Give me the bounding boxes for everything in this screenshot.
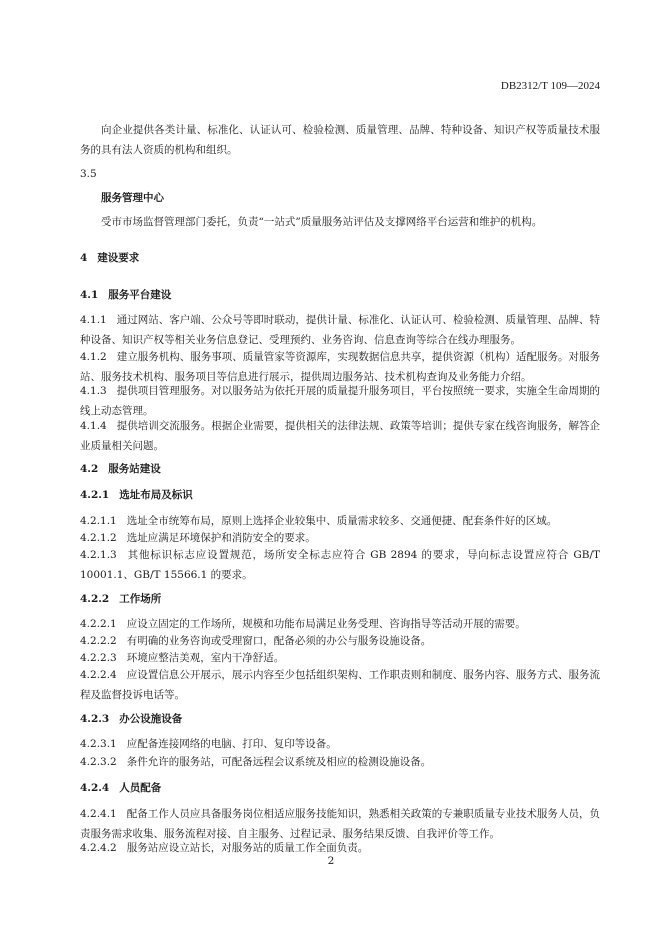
clause-4-2-2-4 (80, 665, 600, 705)
section-number: 4.2.1 (80, 489, 110, 501)
definition-text: 受市市场监督管理部门委托，负责“一站式”质量服务站评估及支撑网络平台运营和维护的机构。 (101, 216, 543, 228)
section-number: 4.2.3 (80, 713, 110, 725)
clause-text: 通过网站、客户端、公众号等即时联动，提供计量、标准化、认证认可、检验检测、质量管理、品牌、特种设备、知识产权等相关业务信息登记、受理预约、业务咨询、信息查询等综合在线办理服务。 (80, 314, 600, 346)
clause-number: 4.2.1.1 (80, 515, 117, 527)
section-3-5 (80, 164, 600, 184)
clause-number: 4.2.2.4 (80, 669, 117, 681)
clause-text: 环境应整洁美观，室内干净舒适。 (126, 652, 285, 664)
section-number: 4.2 (80, 463, 99, 475)
section-title: 服务站建设 (108, 463, 161, 475)
section-title: 办公设施设备 (119, 713, 183, 725)
document-id: DB2312/T 109—2024 (500, 80, 600, 92)
section-4-2-1-heading (80, 485, 600, 505)
clause-4-2-3-1 (80, 734, 600, 754)
clause-4-1-4 (80, 416, 600, 456)
clause-number: 4.2.2.2 (80, 635, 117, 647)
clause-number: 4.1.1 (80, 314, 107, 326)
page-number: 2 (327, 855, 335, 867)
clause-text: 配备工作人员应具备服务岗位相适应服务技能知识，熟悉相关政策的专兼职质量专业技术服务人员，负责服务需求收集、服务流程对接、自主服务、过程记录、服务结果反馈、自我评价等工作。 (80, 808, 600, 840)
clause-4-1-1 (80, 310, 600, 350)
section-number: 4.2.4 (80, 782, 110, 794)
clause-number: 4.2.1.3 (80, 549, 117, 561)
clause-text: 应设置信息公开展示，展示内容至少包括组织架构、工作职责则和制度、服务内容、服务方式、服务流程及监督投诉电话等。 (80, 669, 600, 701)
clause-number: 4.2.2.3 (80, 652, 117, 664)
clause-number: 4.1.4 (80, 420, 107, 432)
clause-text: 应设立固定的工作场所，规模和功能布局满足业务受理、咨询指导等活动开展的需要。 (126, 618, 526, 630)
clause-text: 其他标识标志应设置规范，场所安全标志应符合 GB 2894 的要求，导向标志设置应符合 GB/T 10001.1、GB/T 15566.1 的要求。 (80, 549, 600, 581)
section-4-heading (80, 248, 600, 268)
section-4-2-3-heading (80, 709, 600, 729)
section-number: 4.2.2 (80, 593, 110, 605)
section-4-2-heading (80, 459, 600, 479)
section-title: 工作场所 (119, 593, 162, 605)
intro-paragraph (80, 120, 600, 160)
section-title: 服务平台建设 (108, 289, 172, 301)
intro-text: 向企业提供各类计量、标准化、认证认可、检验检测、质量管理、品牌、特种设备、知识产权等质量技术服务的具有法人资质的机构和组织。 (80, 124, 600, 156)
clause-4-2-3-2 (80, 752, 600, 772)
clause-text: 建立服务机构、服务事项、质量管家等资源库，实现数据信息共享，提供资源（机构）适配服务。对服务站、服务技术机构、服务项目等信息进行展示，提供周边服务站、技术机构查询及业务能力介绍。 (80, 351, 600, 383)
section-number: 4 (80, 252, 88, 264)
section-4-1-heading (80, 285, 600, 305)
clause-text: 应配备连接网络的电脑、打印、复印等设备。 (126, 738, 337, 750)
clause-number: 4.2.4.2 (80, 842, 117, 854)
section-3-5-definition (80, 212, 600, 232)
section-3-5-term (101, 188, 621, 208)
clause-text: 条件允许的服务站，可配备远程会议系统及相应的检测设施设备。 (126, 756, 432, 768)
clause-text: 服务站应设立站长，对服务站的质量工作全面负责。 (126, 842, 369, 854)
clause-text: 有明确的业务咨询或受理窗口，配备必须的办公与服务设施设备。 (126, 635, 432, 647)
clause-text: 提供培训交流服务。根据企业需要，提供相关的法律法规、政策等培训；提供专家在线咨询服务，解答企业质量相关问题。 (80, 420, 600, 452)
clause-4-2-1-3 (80, 545, 600, 585)
section-number: 3.5 (80, 168, 97, 180)
section-number: 4.1 (80, 289, 99, 301)
term-title: 服务管理中心 (101, 192, 164, 204)
clause-number: 4.2.3.2 (80, 756, 117, 768)
section-4-2-2-heading (80, 589, 600, 609)
clause-number: 4.1.2 (80, 351, 107, 363)
clause-text: 选址应满足环境保护和消防安全的要求。 (126, 532, 316, 544)
clause-number: 4.1.3 (80, 385, 107, 397)
clause-text: 选址全市统筹布局，原则上选择企业较集中、质量需求较多、交通便捷、配套条件好的区域。 (126, 515, 558, 527)
clause-number: 4.2.3.1 (80, 738, 117, 750)
clause-number: 4.2.1.2 (80, 532, 117, 544)
clause-text: 提供项目管理服务。对以服务站为依托开展的质量提升服务项目，平台按照统一要求，实施全生命周期的线上动态管理。 (80, 385, 600, 417)
clause-number: 4.2.2.1 (80, 618, 117, 630)
section-title: 人员配备 (119, 782, 162, 794)
section-4-2-4-heading (80, 778, 600, 798)
section-title: 建设要求 (97, 252, 140, 264)
clause-4-1-3 (80, 381, 600, 421)
section-title: 选址布局及标识 (119, 489, 193, 501)
clause-number: 4.2.4.1 (80, 808, 117, 820)
